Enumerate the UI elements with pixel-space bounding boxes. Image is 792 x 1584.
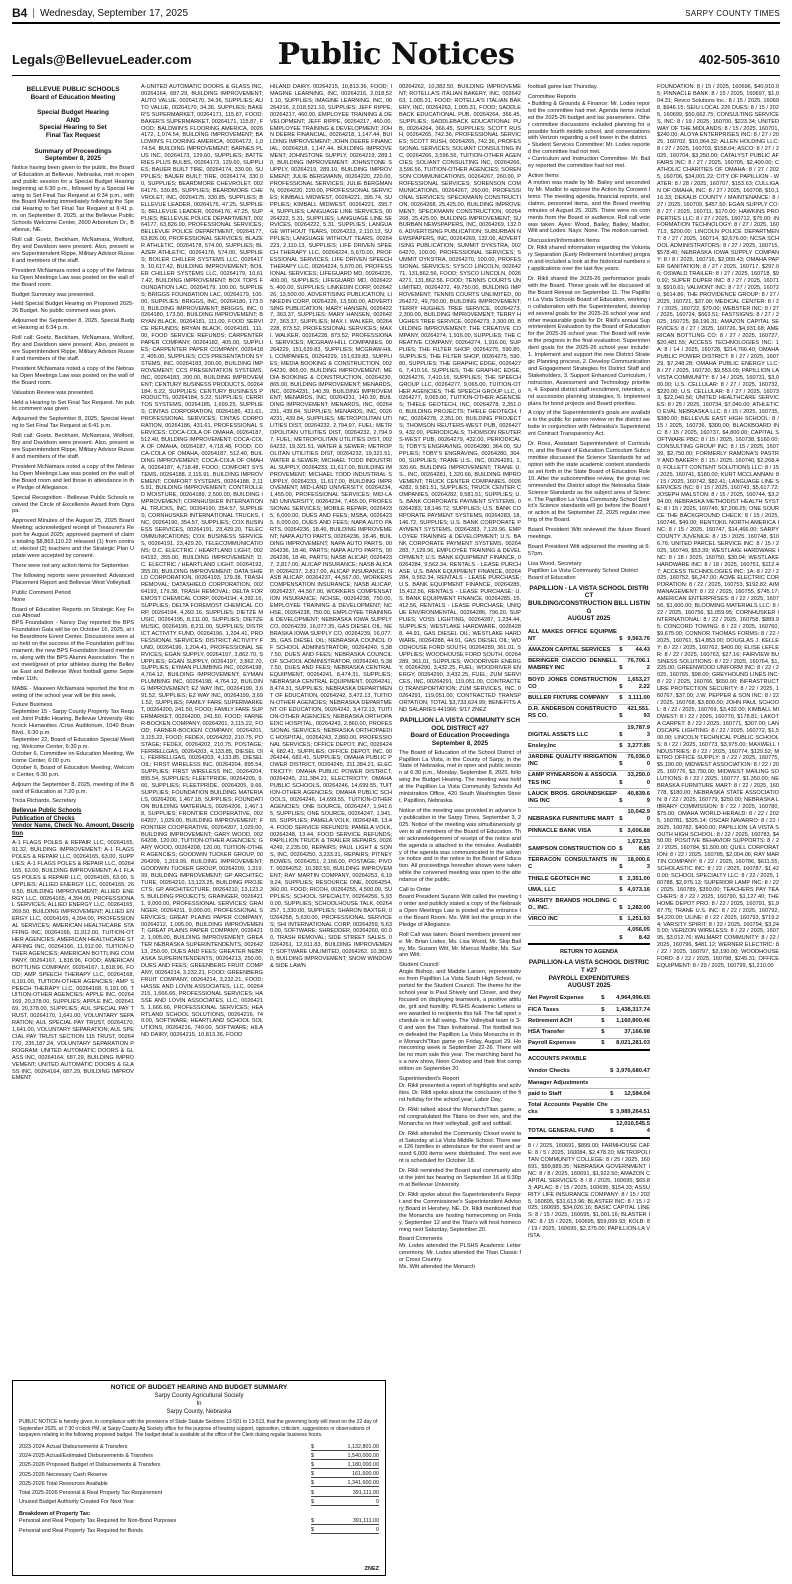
issue-date: Wednesday, September 17, 2025 <box>39 7 189 19</box>
bill-currency: $ <box>617 675 625 693</box>
notice-breakdown-heading: Breakdown of Property Tax: <box>19 1510 91 1517</box>
plv-proceedings-paragraph: Action Items A motion was made by Mr. Bailey and seconded by Mr. Madlor to approve the Action by Consent Items: The meeting agenda, financial reports, and claims, personnel items, and the Board meeting minutes of August 25, 2025. There were no comments from the Board or audience. Roll call vote was taken. Ayes: Wood, Bailey, Bailey, Madlor, Witt and Lodes. Nays: None. The motion carried. <box>528 173 650 235</box>
ap-amount <box>616 1078 650 1089</box>
bill-amount: 76,706.12 <box>625 656 650 674</box>
legals-phone: 402-505-3610 <box>699 52 780 67</box>
bill-name: BOYD JONES CONSTRUCTION CO <box>528 675 617 693</box>
bill-currency: $ <box>617 874 625 885</box>
notice-budget-amount: 1,341,600.00 <box>347 1480 379 1487</box>
bill-amount: 1,672,538.85 <box>625 837 650 855</box>
payroll-heading: PAPILLION-LA VISTA SCHOOL DISTRICT #27 PAYROLL EXPENDITURES AUGUST 2025 <box>528 959 650 990</box>
column-5 <box>528 84 650 1578</box>
notice-breakdown-label: Personal and Real Property Tax Required for Bonds <box>19 1527 143 1534</box>
payroll-row <box>528 1016 650 1027</box>
bps-minutes-paragraph: Adjourn the September 8, 2025, meeting of the Board of Education at 7:20 p.m. <box>12 781 134 795</box>
ap-row <box>528 1089 650 1100</box>
bill-row <box>528 789 650 807</box>
bill-row <box>528 826 650 837</box>
notice-budget-label: Unused Budget Authority Created For Next Year <box>19 1499 134 1506</box>
bill-currency: $ <box>617 741 625 752</box>
bill-currency: $ <box>617 807 625 825</box>
payroll-row <box>528 1005 650 1016</box>
bill-currency: $ <box>617 826 625 837</box>
ap-currency: $ <box>608 1067 616 1078</box>
bill-listing-table <box>528 627 650 945</box>
ap-heading: ACCOUNTS PAYABLE <box>528 1055 587 1062</box>
notice-breakdown-currency: $ <box>311 1527 314 1534</box>
bps-minutes-paragraph: Adjourned the September 8, 2025, Special Hearing to Set Final Tax Request at 6:41 p.m. <box>12 416 134 430</box>
payroll-amount: 4,964,996.65 <box>607 994 650 1005</box>
bill-currency: $ <box>617 837 625 855</box>
bps-minutes-paragraph: Held a Hearing to Set Final Tax Request. No public comment was given. <box>12 399 134 413</box>
bill-amount: 4,073.16 <box>625 885 650 896</box>
plv-proceedings-heading: PAPILLION LA VISTA COMMUNITY SCHOOL DISTRICT #27 Board of Education Proceedings September 8, 2025 <box>400 716 520 747</box>
bill-name: VIRCO INC <box>528 914 617 925</box>
bill-amount: 421,551.93 <box>625 704 650 722</box>
notice-budget-amount: 1,132,801.00 <box>347 1443 379 1450</box>
column-3 <box>270 84 392 1578</box>
notice-budget-label: 2024-2025 Actual/Estimated Disbursements & Transfers <box>19 1453 153 1460</box>
notice-budget-label: 2023-2024 Actual Disbursements & Transfers <box>19 1444 128 1451</box>
notice-breakdown-row <box>19 1526 379 1535</box>
bill-name: JARDINE QUALITY IRRIGATION INC <box>528 752 617 770</box>
bill-row <box>528 752 650 770</box>
general-fund-currency: $ <box>608 1119 616 1138</box>
bps-minutes-paragraph: Roll call: Goetz, Beckham, McNamara, Wolford, Bry and Davidson were present. Also, present were Superintendent Rippe, Military Advisor Russell and members of the staff. <box>12 237 134 264</box>
folio-separator: | <box>32 7 35 19</box>
notice-breakdown-label: Personal and Real Property Tax Required for Non-Bond Purposes <box>19 1518 177 1525</box>
notice-budget-rows <box>19 1443 379 1507</box>
bill-name: ALL MAKES OFFICE EQUIPMENT <box>528 627 617 645</box>
plv-proceedings-paragraph: A copy of the Superintendent's goals are available to the public for patron review on the district website in conjunction with Nebraska's Superintendent Contract Transparency Act. <box>528 410 650 438</box>
bill-currency: $ <box>617 693 625 704</box>
notice-budget-amount: 1,540,000.00 <box>347 1452 379 1459</box>
ap-total-label: Total Accounts Payable Checks <box>528 1100 608 1119</box>
bill-amount: 9,563.76 <box>625 627 650 645</box>
bps-minutes-paragraph: Notice having been given to the public, the Board of Education at Bellevue, Nebraska, met in open and public session for a Special Budget Hearing beginning at 6:30 p.m., followed by a Special Hearing to Set Final Tax Request at 6:34 p.m., with the Board Meeting immediately following the Special Hearing to Set Final Tax Request at 6:41 p.m. on September 8, 2025, at the Bellevue Public Schools Welcome Center, 2600 Arboretum Dr., Bellevue, NE. <box>12 164 134 234</box>
bill-amount: 1,251.93 <box>625 914 650 925</box>
column-2 <box>141 84 263 1578</box>
folio-bar <box>12 4 780 24</box>
notice-budget-row <box>19 1443 379 1452</box>
plv-proceedings-body <box>399 750 521 1271</box>
plv-proceedings-paragraph: Board President Witt reviewed the future Board meetings. <box>528 527 650 541</box>
general-fund-label: TOTAL GENERAL FUND <box>528 1119 608 1138</box>
bill-name: D.R. ANDERSON CONSTRUCTORS CO. <box>528 704 617 722</box>
plv-proceedings-paragraph: Dr. Rikli attended the Community Closet event last Saturday at La Vista Middle School. There were 126 families in attendance for the event and around 6,000 items were distributed. The next event is scheduled for October 18. <box>399 1130 521 1165</box>
bill-currency: $ <box>617 723 625 741</box>
bill-row <box>528 896 650 914</box>
plv-proceedings-paragraph: Call to Order Board President Suzann Witt called the meeting to order and publicly stated a copy of the Nebraska Open Meetings Law is posted at the entrance to the Board Room. Ms. Witt led the group in the Pledge of Allegiance. <box>399 887 521 928</box>
notice-budget-label: 2025-2026 Necessary Cash Reserve <box>19 1471 108 1478</box>
bill-name: LAMP RYNEARSON & ASSOCIATES INC <box>528 770 617 788</box>
notice-entity: Sarpy County Agricultural Society <box>154 1393 244 1399</box>
bill-name: BULLER FIXTURE COMPANY <box>528 693 617 704</box>
notice-budget-row <box>19 1488 379 1497</box>
notice-budget-row <box>19 1479 379 1488</box>
payroll-name: HSA Transfer <box>528 1027 599 1038</box>
column-6 <box>657 84 779 1578</box>
bps-minutes-paragraph: President McNamara noted a copy of the Nebraska Open Meetings Law was posted on the wall of the Board room and led those in attendance in the Pledge of Allegiance. <box>12 463 134 491</box>
general-fund-total-row <box>528 1119 650 1138</box>
bill-amount: 18,000.63 <box>625 855 650 873</box>
plv-proceedings-paragraph: Dr. Ross, Assistant Superintendent of Curriculum, and the Board of Education Curriculum Subcommittee discussed the Science Standards for adoption with the state academic content standards as set forth in the State Board of Education Rule 10. After the subcommittee review, the group recommended the District adopt the Nebraska State Science Standards as the subject area of Science. The Papillion La Vista Community School District's Science standards will go before the Board for action at the September 22, 2025 regular meeting of the Board. <box>528 441 650 524</box>
payroll-name: Net Payroll Expense <box>528 994 599 1005</box>
bps-minutes-paragraph: President McNamara noted a copy of the Nebraska Open Meetings Law was posted on the wall of the Board room. <box>12 365 134 386</box>
bill-currency: $ <box>617 885 625 896</box>
bill-row <box>528 656 650 674</box>
bill-row <box>528 837 650 855</box>
notice-budget-amount: 1,180,000.00 <box>347 1461 379 1468</box>
plv-proceedings-paragraph: Roll Call was taken. Board members present were: Mr. Brian Lodes, Ms. Lisa Wood, Mr. Skip Bailey, Ms. Suzann Witt, Mr. Marcus Madlor, Ms. Suzann Witt. <box>399 931 521 959</box>
general-fund-total: 12,010,545.54 <box>616 1119 650 1138</box>
notice-budget-currency: $ <box>311 1471 314 1478</box>
bill-row <box>528 770 650 788</box>
bps-minutes-paragraph: Valuation Review was presented. <box>12 389 95 396</box>
payroll-total: 8,021,281.03 <box>607 1038 650 1050</box>
bill-listing-heading: PAPILLION - LA VISTA SCHOOL DISTRICT BUILDING/CONSTRUCTION BILL LISTING AUGUST 2025 <box>528 584 650 623</box>
vendor-list: 8 / / 2025, 160691, $899.00; FARMHOUSE CAFE: 8 / 5 / 2025, 160084, $2,478.20; METROPOLITAN COMMUNITY COLLEGE: 8 / 25 / 2025, 160691, $99,889.35; NEBRASKA GOVERNMENT INC: 8 / 8 / 2025, 160691, $1,922.50; AMAZON CAPITAL SERVICES: 8 / 8 / 2025, 160695, $65.83; APLAC: 8 / 15 / 2025, 160695, $154.33; ASSURITY LIFE INSURANCE COMPANY: 8 / 15 / 2025, 160695, $31,613.96; BLASTER INC: 8 / 15 / 2025, 160695, $34,026.16; BASIC CAPITAL LINES: 8 / 15 / 2025, 160695, $1,001.16; BLASTER INC: 8 / 15 / 2025, 160695, $59,099.93; KOLB: 8 / 19 / 2025, 160695, $2,375.00; PAPILLION-LA VISTA <box>528 1143 650 1240</box>
bps-claims-heading: Bellevue Public Schools Publication of Checks Vendor Name, Check No. Amount, Description <box>12 808 134 837</box>
ap-row <box>528 1078 650 1089</box>
notice-body: PUBLIC NOTICE is hereby given, in compliance with the provisions of State Statute Sections 13-501 to 13-513, that the governing body will meet on the 22 day of September 2025, at 7:30 o'clock PM, at Sarpy County Ag Society office for the purpose of hearing support, opposition, criticism, suggestions or observations of taxpayers relating to the following proposed budget. The budget detail is available at the office of the Clerk during regular business hours. <box>19 1419 378 1438</box>
bill-amount: 33,250.00 <box>625 770 650 788</box>
ap-name: paid to Staff <box>528 1089 608 1100</box>
payroll-currency: $ <box>599 994 607 1005</box>
plv-proceedings-paragraph: Dr. Rikli talked about the Monarch/Titan game, and congratulated the Titans on their win, and the Monarchs on their volleyball, golf and softball. <box>399 1106 521 1127</box>
notice-budget-currency: $ <box>311 1480 314 1487</box>
plv-proceedings-paragraph: Notice of the meeting was provided in advance by publication in the Sarpy Times, September 3, 2025. Notice of the meeting was simultaneously given to all members of the Board of Education. Their acknowledgement of receipt of the notice and the agenda is attached to the minutes. Availability of the agenda was communicated in the advance notice and in the notice to the Board of Education. All proceedings hereafter shown were taken while the convened meeting was open to the attendance of the public. <box>399 808 521 884</box>
notice-budget-label: Total 2025-2026 Personal & Real Property Tax Requirement <box>19 1490 163 1497</box>
notice-budget-row <box>19 1470 379 1479</box>
bill-currency: $ <box>617 855 625 873</box>
budget-hearing-notice <box>12 1380 386 1576</box>
notice-budget-amount: 0 <box>376 1498 379 1505</box>
bill-row <box>528 704 650 722</box>
notice-budget-label: 2025-2026 Proposed Budget of Disbursements & Transfers <box>19 1462 161 1469</box>
ap-amount: 12,584.04 <box>616 1089 650 1100</box>
payroll-table <box>528 994 650 1051</box>
bill-name: TERRACON CONSULTANTS INC <box>528 855 617 873</box>
bps-minutes-paragraph: President McNamara noted a copy of the Nebraska Open Meetings Law was posted on the wall of the Board room. <box>12 267 134 288</box>
notice-in: In <box>196 1401 202 1407</box>
notice-budget-currency: $ <box>311 1443 314 1450</box>
ap-row <box>528 1067 650 1078</box>
plv-proceedings-paragraph: Lisa Wood, Secretary Papillion La Vista Community School District Board of Education <box>528 560 638 581</box>
plv-proceedings-paragraph: Board Comments Mr. Lodes attended the PLSHS Academic Letter ceremony. Mr. Lodes attended the Titan Classic for Cross Country. Ms. Witt attended the Monarch <box>399 1236 521 1271</box>
bps-minutes-paragraph: MABE - Maureen McNamara reported the first meeting of the school year will be this week. <box>12 685 134 699</box>
bill-name: VARSITY BRANDS HOLDING CO., INC. <box>528 896 617 914</box>
plv-proceedings-paragraph: Superintendent's Report Dr. Rikli presented a report of highlights and activities. Dr. Rikli spoke about the conclusion of the first holiday for the school year, Labor Day. <box>399 1076 521 1103</box>
bill-currency: $ <box>617 752 625 770</box>
notice-budget-row <box>19 1498 379 1507</box>
bps-minutes-paragraph: There were not any action items for September. <box>12 562 130 569</box>
payroll-row <box>528 1027 650 1038</box>
bill-name: AMAZON CAPITAL SERVICES <box>528 645 617 656</box>
bill-name: NEBRASKA FURNITURE MART <box>528 807 617 825</box>
bps-minutes-paragraph: Roll call: Goetz, Beckham, McNamara, Wolford, Bry and Davidson were present. Also, present were Superintendent Rippe, Military Advisor Russell and members of the staff. <box>12 335 134 362</box>
notice-breakdown-amount: 391,111.00 <box>352 1517 379 1524</box>
bps-claims-list: A-1 FLAGS POLES & REPAIR LLC, 00264165, 91.32, BUILDING IMPROVEMENT; A-1 FLAGS POLES & REPAIR LLC, 00264165, 63.00, SUPPLIES; A-1 FLAGS POLES & REPAIR LLC, 00264165, 63.00, BUILDING IMPROVEMENT; A-1 FLAGS POLES & REPAIR LLC, 00264165, 63.00, SUPPLIES; ALLIED ENERGY LLC, 00264165, 269.50, BUILDING IMPROVEMENT; ALLIED ENERGY LLC, 00264165, 4,394.00, PROFESSIONAL SERVICES; ALLIED ENERGY LLC, 00264165, 269.50, BUILDING IMPROVEMENT; ALLIED ENERGY LLC, 00264165, 4,394.00, PROFESSIONAL SERVICES; AMERICAN HEALTHCARE STAFFING INC, 00264166, 11,912.00, TUITION-OTHER AGENCIES; AMERICAN HEALTHCARE STAFFING INC, 00264166, 11,912.00, TUITION-OTHER AGENCIES; AMERICAN BOTTLING COMPANY, 00264167, 1,818.96, FOOD; AMERICAN BOTTLING COMPANY, 00264167, 1,818.96, FOOD; AMP SPEECH THERAPY LLC, 00264168, 6,191.00, TUITION-OTHER AGENCIES; AMP SPEECH THERAPY LLC, 00264168, 6,191.00, TUITION-OTHER AGENCIES; APPLE INC, 00264169, 20,378.00, SUPPLIES; APPLE INC, 00264169, 20,378.00, SUPPLIES; AUL SPECIAL PAY TRUST, 00264170, 1,641.00, VOLUNTARY SEPARATION; AUL SPECIAL PAY TRUST, 00264170, 1,641.00, VOLUNTARY SEPARATION; AUL SPECIAL PAY TRUST SECTION 115 TRUST, 00264170, 235,187.24, VOLUNTARY SEPARATION PROGRAM; UNITED AUTOMATIC DOORS & GLASS INC, 00264164, 687.29, BUILDING IMPROVEMENT; UNITED AUTOMATIC DOORS & GLASS INC, 00264164, 687.29, BUILDING IMPROVEMENT <box>12 840 134 1082</box>
ap-name: Vendor Checks <box>528 1067 608 1078</box>
ap-currency: $ <box>608 1089 616 1100</box>
plv-proceedings-paragraph: Dr. Rikli spoke about the Superintendent's Report and the Commissioner's Superintendent Advisory Board in Hershey, NE. Dr. Rikli mentioned that the Monarchs are hosting homecoming on Friday, September 12 and the Titan's will host homecoming next Saturday, September 20. <box>399 1191 521 1233</box>
bill-name: LAUCK BROS. GROUNDSKEEPING INC <box>528 789 617 807</box>
bps-minutes-paragraph: Held Special Budget Hearing on Proposed 2025-26 Budget. No public comment was given. <box>12 301 134 315</box>
bill-amount: 3,277.85 <box>625 741 650 752</box>
ap-name: Manager Adjustments <box>528 1078 608 1089</box>
legals-email: Legals@BellevueLeader.com <box>12 52 192 67</box>
notice-breakdown-rows <box>19 1517 379 1535</box>
bill-row <box>528 675 650 693</box>
bill-total-label <box>528 925 617 944</box>
bps-notice-heading: BELLEVUE PUBLIC SCHOOLS Board of Education Meeting Special Budget Hearing AND Special Hearing to Set Final Tax Request Summary of Proceedings September 8, 2025 <box>26 86 120 163</box>
plv-proceedings-paragraph: football game last Thursday. <box>528 84 598 90</box>
bill-name: BERINGER CIACCIO DENNELL MABREY INC <box>528 656 617 674</box>
notice-columns <box>12 84 781 1578</box>
bill-currency: $ <box>617 925 625 944</box>
payroll-currency: $ <box>599 1005 607 1016</box>
bill-amount: 44.43 <box>625 645 650 656</box>
bill-row <box>528 741 650 752</box>
bps-minutes-paragraph: Tricia Richards, Secretary <box>12 798 77 805</box>
notice-budget-label: 2025-2026 Total Resources Available <box>19 1480 108 1487</box>
plv-proceedings-paragraph: Student Council Angie Bishop, and Maddie Larsen, representatives from Papillion La Vista South High School, reported for the Student Council. The theme for the school year is Paul Shively and Clover, and they focused on displaying teamwork, a positive attitude, grit and humility. PLSHS Academic Letters were awarded to recipients this fall. The fall sport schedule is in full swing. The Volleyball team is 3-0 and won the Titan Invitational. The football team defeated the Papillion La Vista Monarchs in the Monarch/Titan game on Friday, August 29. Homecoming week is September 22-26. There will be no mum sale this year. The marching band has a new show, Neon Cowboy and their first competition on September 20. <box>399 962 521 1073</box>
bill-amount: 3,111.00 <box>625 693 650 704</box>
column-4 <box>399 84 521 1578</box>
plv-proceedings-paragraph: Board President Witt adjourned the meeting at 6:57pm. <box>528 544 650 557</box>
bill-amount: 1,653,272.22 <box>625 675 650 693</box>
ap-currency <box>608 1078 616 1089</box>
bill-row <box>528 885 650 896</box>
payroll-amount: 1,160,800.46 <box>607 1016 650 1027</box>
payroll-name: Retirement ACH <box>528 1016 599 1027</box>
payroll-total-row <box>528 1038 650 1050</box>
bill-currency: $ <box>617 627 625 645</box>
ap-total-row <box>528 1100 650 1119</box>
notice-breakdown-row <box>19 1517 379 1526</box>
bill-currency: $ <box>617 896 625 914</box>
notice-title: NOTICE OF BUDGET HEARING AND BUDGET SUMMARY <box>110 1384 288 1391</box>
bill-amount: 2,351.00 <box>625 874 650 885</box>
bps-minutes-paragraph: Adjourned the September 8, 2025, Special Budget Hearing at 6:34 p.m. <box>12 318 134 332</box>
bill-row <box>528 723 650 741</box>
notice-budget-row <box>19 1452 379 1461</box>
bill-currency: $ <box>617 704 625 722</box>
bill-name: DIGITAL ASSETS LLC <box>528 723 617 741</box>
bill-row <box>528 807 650 825</box>
notice-budget-row <box>19 1461 379 1470</box>
bps-minutes-paragraph: Future Business September 15 - Sarpy County Property Tax Request Joint Public Hearing, Bellevue University Hitchcock Humanities /Criss Auditorium, 1040 Bruin Blvd., 6:30 p.m. September 22, Board of Education Special Meeting, Welcome Center, 6:30 p.m. October 6, Committee on Education Meeting, Welcome Center, 6:00 p.m. October 6, Board of Education Meeting, Welcome Center, 6:30 p.m. <box>12 702 134 778</box>
payroll-amount: 37,166.98 <box>607 1027 650 1038</box>
bill-amount: 1,282.00 <box>625 896 650 914</box>
plv-proceedings-paragraph: Dr. Rikli shared the 2025-26 performance goals with the Board. These goals will be discussed at the Board Retreat on September 11. The Papillion La Vista Schools Board of Education, working in collaboration with the Superintendent, developed several goals for the 2025-26 school year and other measurable goals for Dr. Rikli's annual Superintendent Evaluation by the Board of Education for the 2025-26 school year. The Board will review the progress in the final evaluation. Superintendent goals for the 2025-26 school year include: 1. Implement and support the new District Strategic Planning process, 2. Develop Communication and Engagement Strategies for District Staff and Stakeholders, 3. Support Enhanced Curriculum, Instruction, Assessment and Technology priorities, 4. Expand district staff recruitment, retention, and succession planning strategies, 5. Implement plans for bond projects and Board priorities. <box>528 275 650 407</box>
bill-amount: 10,042.90 <box>625 807 650 825</box>
bill-currency: $ <box>617 656 625 674</box>
ap-total: 3,989,264.51 <box>616 1100 650 1119</box>
bill-name: UMA, LLC <box>528 885 617 896</box>
bps-minutes-paragraph: Roll call: Goetz, Beckham, McNamara, Wolford, Bry and Davidson were present. Also, present were Superintendent Rippe, Military Advisor Russell and members of the staff. <box>12 433 134 460</box>
bps-minutes-paragraph: The following reports were presented: Advanced Placement Report and Bellevue West Volleyball. <box>12 572 134 586</box>
bps-claims-continued-3: 00264262, 10,382.50, BUILDING IMPROVEMENT; ROTELLA'S ITALIAN BAKERY, INC, 00264263, 1,005.31, FOOD; ROTELLA'S ITALIAN BAKERY, INC, 00264263, 1,005.31, FOOD; SADDLEBACK EDUCATIONAL PUB, 00264264, 366.45, SUPPLIES; SADDLEBACK EDUCATIONAL PUB, 00264264, 366.45, SUPPLIES; SCOTT RUSH, 00264265, 742.36, PROFESSIONAL SERVICES; SCOTT RUSH, 00264265, 742.36, PROFESSIONAL SERVICES; SOLIANT CONSULTING INC, 00264266, 3,596.56, TUITION-OTHER AGENCIES; SOLIANT CONSULTING INC, 00264266, 3,596.56, TUITION-OTHER AGENCIES; SORENSON COMMUNICATIONS, 00264267, 260.00, PROFESSIONAL SERVICES; SORENSON COMMUNICATIONS, 00264267, 260.00, PROFESSIONAL SERVICES; SPECKMANN CONSTRUCTION, 00264268, 25,425.00, BUILDING IMPROVEMENT; SPECKMANN CONSTRUCTION, 00264268, 25,425.00, BUILDING IMPROVEMENT; SUBURBAN NEWSPAPERS, INC, 00264269, 132.06, ADVERTISING PUBLICATION; SUBURBAN NEWSPAPERS, INC, 00264269, 132.06, ADVERTISING PUBLICATION; SUMMIT DYKSTRA, 00264270, 100.00, PROFESSIONAL SERVICES; SUMMIT DYKSTRA, 00264270, 100.00, PROFESSIONAL SERVICES; SYSCO LINCOLN, 00264271, 131,862.56, FOOD; SYSCO LINCOLN, 00264271, 131,862.56, FOOD; TENNIS COURTS UNLIMITED, 00264272, 49,750.00, BUILDING IMPROVEMENT; TENNIS COURTS UNLIMITED, 00264272, 49,750.00, BUILDING IMPROVEMENT; TERRY HUGHES TREE SERVICE, 00264273, 2,300.00, BUILDING IMPROVEMENT; TERRY HUGHES TREE SERVICE, 00264273, 2,300.00, BUILDING IMPROVEMENT; THE CREATIVE COMPANY, 00264274, 1,916.00, SUPPLIES; THE CREATIVE COMPANY, 00264274, 1,916.00, SUPPLIES; THE FILTER SHOP, 00264275, 590.80, SUPPLIES; THE FILTER SHOP, 00264275, 590.80, SUPPLIES; THE GRAPHIC EDGE, 00264276, 7,410.16, SUPPLIES; THE GRAPHIC EDGE, 00264276, 7,410.16, SUPPLIES; THE SPEECH GROUP LLC, 00264277, 9,065.00, TUITION-OTHER AGENCIES; THE SPEECH GROUP LLC, 00264277, 9,065.00, TUITION-OTHER AGENCIES; THIELE GEOTECH, INC, 00264278, 2,351.00, BUILDING PROJECTS; THIELE GEOTECH, INC, 00264278, 2,351.00, BUILDING PROJECTS; THOMSON REUTERS-WEST PUB, 00264279, 432.00, PERIODICALS; THOMSON REUTERS-WEST PUB, 00264279, 432.00, PERIODICALS; TOBY'S ENGRAVING, 00264280, 364.00, SUPPLIES; TOBY'S ENGRAVING, 00264280, 364.00, SUPPLIES; TRANE U.S., INC, 00264281, 1,320.66, BUILDING IMPROVEMENT; TRANE U.S., INC, 00264281, 1,320.66, BUILDING IMPROVEMENT; TRUCK CENTER COMPANIES, 00264282, 9,581.51, SUPPLIES; TRUCK CENTER COMPANIES, 00264282, 9,581.51, SUPPLIES; U.S. BANK CORPORATE PAYMENT SYSTEMS, 00264283, 18,146.72, SUPPLIES; U.S. BANK CORPORATE PAYMENT SYSTEMS, 00264283, 18,146.72, SUPPLIES; U.S. BANK CORPORATE PAYMENT SYSTEMS, 00264283, 7,129.96, EMPLOYEE TRAINING & DEVELOPMENT; U.S. BANK CORPORATE PAYMENT SYSTEMS, 00264283, 7,129.96, EMPLOYEE TRAINING & DEVELOPMENT; U.S. BANK EQUIPMENT FINANCE, 00264284, 9,562.34, RENTALS - LEASE PURCHASE; U.S. BANK EQUIPMENT FINANCE, 00264284, 9,562.34, RENTALS - LEASE PURCHASE; U.S. BANK EQUIPMENT FINANCE, 00264285, 15,412.56, RENTALS - LEASE PURCHASE; U.S. BANK EQUIPMENT FINANCE, 00264285, 15,412.56, RENTALS - LEASE PURCHASE; UNIQUE ENVIRONMENTAL, 00264286, 796.20, SUPPLIES; VOSS LIGHTING, 00264287, 1,234.44, SUPPLIES; WESTLAKE HARDWARE, 00264288, 44.91, GAS DIESEL OIL; WESTLAKE HARDWARE, 00264288, 44.91, GAS DIESEL OIL; WOODHOUSE FORD SOUTH, 00264289, 361.01, SUPPLIES; WOODHOUSE FORD SOUTH, 00264289, 361.01, SUPPLIES; WOODRIVER ENERGY, 00264290, 3,432.25, FUEL; WOODRIVER ENERGY, 00264290, 3,432.25, FUEL; ZUM SERVICES, INC, 00264291, 119,051.00, CONTRACTED TRANSPORTATION; ZUM SERVICES, INC, 00264291, 119,051.00, CONTRACTED TRANSPORTATION; TOTAL $3,733,624.99; BENEFITS AND SALARIES 441966: 9/17 ZNEZ <box>399 84 521 713</box>
bps-minutes-paragraph: Approved Minutes of the August 25, 2025 Board Meeting; acknowledged receipt of Treasurer's Report for August 2025; approved payment of claims totaling $8,863,110.22 released (1) from contract; elected (2) teachers and the Strategic Plan Update were accepted by consent. <box>12 518 134 559</box>
bps-minutes-paragraph: Special Recognition - Bellevue Public Schools received the Circle of Excellence Award from Ograpa. <box>12 494 134 515</box>
bps-minutes-body <box>12 165 134 806</box>
return-to-agenda-1: RETURN TO AGENDA <box>559 949 619 956</box>
page-number: B4 <box>12 6 28 20</box>
bill-name: Ensley,Inc <box>528 741 617 752</box>
payroll-row <box>528 994 650 1005</box>
bps-minutes-paragraph: Public Comment Period None <box>12 589 71 603</box>
payroll-amount: 1,438,317.74 <box>607 1005 650 1016</box>
bill-currency: $ <box>617 770 625 788</box>
notice-budget-currency: $ <box>311 1498 314 1505</box>
plv-proceedings-continued <box>528 84 650 582</box>
plv-proceedings-paragraph: Discussion/Information Items Dr. Rikli shared information regarding the Voluntary Separation (Early Retirement Incentive) program and included a look at the historical numbers of applications over the last five years. <box>528 238 650 273</box>
vendor-list-continued: FOUNDATION: 8 / 15 / 2025, 160696, $40,910.05; PINNACLE BANK: 8 / 15 / 2025, 160697, $1,004.31; Revco Solutions Inc.: 8 / 15 / 2025, 160698, $946.15; SEIU LOCAL 226 DUES: 8 / 15 / 2025, 160699, $50,662.75; CONSULTING SERVICES, INC: 8 / 19 / 2025, 160700, $223.34; UNITED WAY OF THE MIDLANDS: 8 / 15 / 2025, 160701, $240.00; ALOYA ENTERPRISES INC: 8 / 27 / 2025, 160702, $10,964.32; ALLEN HOLDING LLC: 8 / 27 / 2025, 160703, $158.04; ASCO: 8 / 27 / 2025, 160704, $3,250.00; CATALYST PUBLIC AFFAIRS INC: 8 / 27 / 2025, 160705, $2,400.00; CATHOLIC CHARITIES OF OMAHA: 8 / 27 / 2025, 160706, $34,001.22; CITY OF PAPILLION - WATER: 8 / 28 / 2025, 160707, $153.63; CULLIGAN OF OMAHA, INC: 8 / 27 / 2025, 160708, $10,116.33; DEKALB COUNTY / MAINTENANCE: 8 / 27 / 2025, 160709, $457.50; EGAN SUPPLY CO: 8 / 27 / 2025, 160711, $170.00; HAWKINS PROPERTIES LLC: 8 / 27 / 2025, 160712, $75.00; INFORMATION TECHNOLOGY: 8 / 27 / 2025, 160713, $200.00; LINCOLN POLICE DEPARTMENT: 8 / 27 / 2025, 160714, $2,676.00; NCSA SCHOOL ADMINISTRATORS: 8 / 27 / 2025, 160715, $578.40; NEBRASKA IOWA SUPPLY COMPANY: 8 / 8 / 2025, 160716, $2,009.43; OMAHA PAPER SANITATION: 8 / 27 / 2025, 160717, $297.06; OSWALD TRAILER: 8 / 27 / 2025, 160718, $90.92; SUPER DUPER INC: 8 / 27 / 2025, 160719, $910.61; VALMONT INC: 8 / 27 / 2025, 160720, $614.86; THE PROVIDENCE GROUP: 8 / 27 / 2025, 160721, $37.00; MEDICAL CENTER: 8 / 27 / 2025, 160722, $70.00; WEBSTER INC: 8 / 27 / 2025, 160724, $663.51; FASTSIGNS: 8 / 27 / 2025, 160725, $9,196.31; AMAZON CAPITAL SERVICES: 8 / 27 / 2025, 160726, $4,931.68; AMERICAN BOTTLING CO: 8 / 27 / 2025, 160727, $20,481.55; ACCESS TECHNOLOGIES INC: 1A: 8 / 14 / 2025, 160728, $214,766.40; OMAHA PUBLIC POWER DISTRICT: 8 / 27 / 2025, 160729, $7,248.28; OMAHA PUBLIC ENERGY LLC: 8 / 27 / 2025, 160730, $9,553.09; PAPILLION LA VISTA COMMUNITY: 8 / 14 / 2025, 160731, $3,000.00; U.S. CELLULAR: 8 / 27 / 2025, 160732, $220.00; U.S. CELLULAR: 8 / 27 / 2025, 160733, $22,040.56; UNITED HEALTHCARE SERVICES: 8 / 25 / 2025, 160734, $7,040.00; ATHLETICO EVAL NEBRASKA LLC: 8 / 15 / 2025, 160735, $380.00; BELLEVUE EAST HIGH SCHOOL: 8 / 15 / 2025, 160736, $300.00; BLACKBOARD INC: 8 / 15 / 2025, 160737, $4,800.00; CAPITAL SOFTWARE PBC: 8 / 15 / 2025, 160738, $160.00; CONSULTING GROUP INC: 8 / 15 / 2025, 160739, $2,750.00; FORMERLY RAMONA'S PASTRY AND BAKERY: 8 / 15 / 2025, 160740, $2,268.40; FOLLETT CONTENT SOLUTIONS LLC: 8 / 15 / 2025, 160741, $180.00; KURT MCCLANNAN: 8 / 15 / 2025, 160742, $82.41; LANGUAGE LINE SERVICES INC: 8 / 15 / 2025, 160743, $5,617.72; JOSEPH MALSTON: 8 / 15 / 2025, 160744, $3,294.00; NEBRASKA METHODIST HEALTH SYSTE: 8 / 15 / 2025, 160745, $7,206.25; ONE SOURCE THE BACKGROUND CHECK: 8 / 15 / 2025, 160746, $49.00; RENTOKIL NORTH AMERICA INC: 8 / 15 / 2025, 160747, $14,466.00; SARPY COUNTY JUVENILE: 8 / 15 / 2025, 160748, $106.76; UNITED PARCEL SERVICE INC: 8 / 15 / 2025, 160749, $53.39; WESTLAKE HARDWARE INC: 8 / 18 / 2025, 160750, $30.04; WESTLAKE HARDWARE INC: 8 / 18 / 2025, 160751, $112.47; ACCESS TECHNOLOGIES INC: 1A: 8 / 22 / 2025, 160752, $6,247.00; ACME ELECTRIC CORPORATION: 8 / 22 / 2025, 160753, $192.82; AIM MANAGEMENT: 8 / 22 / 2025, 160755, $745.17; AMERICAN ENTERPRISES: 8 / 22 / 2025, 160756, $1,600.00; BLOOMING MATERIALS LLC: 8 / 22 / 2025, 160756, $1,059.95; CORNHUSKER INTERNATIONAL: 8 / 22 / 2025, 160758, $889.95; CONCORD TOWING: 8 / 22 / 2025, 160760, $9,675.00; CONNOR THOMAS FORMS: 8 / 22 / 2025, 160761, $14,853.00; DOUGLAS J. KELLEY: 8 / 22 / 2025, 160762, $400.00; ELISE LEFLER: 8 / 22 / 2025, 160763, $27.16; FAIRVIEW BUSINESS SOLUTIONS: 8 / 22 / 2025, 160764, $1,225.00; GREENWOOD UNIFORM INC: 8 / 22 / 2025, 160765, $98.00; GREYHOUND LINES INC: 8 / 22 / 2025, 160766, $650.00; INFRASTRUCTURE PROTECTION SECURITY: 8 / 22 / 2025, 160767, $37.00; J.W. PEPPER & SON INC: 8 / 22 / 2025, 160768, $3,800.00; JOHN PAUL SCHOOL: 8 / 22 / 2025, 160769, $3,432.00; KIMBALL MIDWEST: 8 / 22 / 2025, 160770, $178.81; LAKOTA CARPET: 8 / 22 / 2025, 160771, $307.00; LANDSCAPE LIGHTING: 8 / 22 / 2025, 160772, $1,500.00; LINCOLN TECHNICAL PUBLIC SCHOOLS: 8 / 22 / 2025, 160773, $3,975.00; MAXWELL INDUSTRIES: 8 / 22 / 2025, 160774, $129.52; METRO OFFICE SUPPLY: 8 / 22 / 2025, 160775, $5,190.00; MIDWEST ASSOCIATION: 8 / 22 / 2025, 160776, $3,750.00; MIDWEST MAILING SOLUTIONS: 8 / 22 / 2025, 160777, $1,350.00; NEBRASKA FURNITURE MART: 8 / 22 / 2025, 160778, $180.00; NEBRASKA STATE ASSOCIATION: 8 / 22 / 2025, 160779, $250.00; NEBRASKA LIBRARY COMMISSION: 8 / 22 / 2025, 160780, $75.00; OMAHA WORLD-HERALD: 8 / 22 / 2025, 160781, $325.14; OSCAR NAVARRO: 8 / 22 / 2025, 160782, $400.00; PAPILLION LA VISTA SOUTH HIGH SCHOOL: 8 / 22 / 2025, 160783, $450.00; POSITIVE BEHAVIOR SUPPORTS: 8 / 22 / 2025, 160784, $1,500.00; QUILL CORPORATION: 8 / 22 / 2025, 160785, $2,004.06; RAY MARTIN COMPANY: 8 / 22 / 2025, 160786, $611.55; SCHOLASTIC INC: 8 / 22 / 2025, 160787, $1,420.00; SCHOOL SPECIALTY LLC: 8 / 22 / 2025, 160788, $2,975.13; SUPERIOR LAMP INC: 8 / 22 / 2025, 160789, $350.00; TEACHERS PAY TEACHERS: 8 / 22 / 2025, 160790, $1,127.40; THE HOME DEPOT PRO: 8 / 22 / 2025, 160791, $1,987.75; TRANE U.S. INC: 8 / 22 / 2025, 160792, $4,220.00; ULINE: 8 / 22 / 2025, 160793, $719.24; VARSITY SPIRIT: 8 / 22 / 2025, 160794, $3,245.00; VERIZON WIRELESS: 8 / 22 / 2025, 160795, $3,012.76; WALMART COMMUNITY: 8 / 22 / 2025, 160796, $481.12; WERNER ELECTRIC: 8 / 22 / 2025, 160797, $2,190.00; WOODHOUSE FORD: 8 / 22 / 2025, 160798, $245.31; OFFICE EQUIPMENT: 8 / 29 / 2025, 160799, $1,210.00 <box>657 84 779 970</box>
masthead <box>12 26 780 76</box>
bill-row <box>528 693 650 704</box>
bill-currency: $ <box>617 914 625 925</box>
bill-currency: $ <box>617 645 625 656</box>
notice-budget-currency: $ <box>311 1489 314 1496</box>
bps-minutes-paragraph: Board of Education Reports on Strategic Key Focus Abroad BPS Foundation - Nancy Day reported the BPS Foundation Gala will be on October 16, 2025, at the Beardmore Event Center. Discussions were also held on the success of the Foundation golf tournament, the new BPS Foundation board members, along with the BPS Alumni Association. The next meet/greet of prior athletes during the Bellevue East and Bellevue West football game September 11th. <box>12 606 134 682</box>
section-name: SARPY COUNTY TIMES <box>685 8 780 18</box>
bill-amount: 19,787.93 <box>625 723 650 741</box>
plv-proceedings-paragraph: The Board of Education of the School District of Papillion La Vista, in the County of Sarpy, in the State of Nebraska, met in open and public session at 6:30 p.m., Monday, September 8, 2025, following the Budget Hearing. The meeting was held at the Papillion La Vista Community Schools Administration Office, 420 South Washington Street, Papillion, Nebraska. <box>399 749 521 805</box>
payroll-currency: $ <box>599 1038 607 1050</box>
bill-row <box>528 855 650 873</box>
notice-budget-amount: 161,600.00 <box>352 1471 379 1478</box>
notice-budget-currency: $ <box>311 1461 314 1468</box>
notice-ref: ZNEZ <box>364 1566 379 1572</box>
payroll-currency: $ <box>599 1027 607 1038</box>
notice-budget-amount: 391,111.00 <box>352 1489 379 1496</box>
bps-claims-continued: A-UNITED AUTOMATIC DOORS & GLASS INC, 00264164, 687.29, BUILDING IMPROVEMENT; AUTO VALUE, 00264170, 34.36, SUPPLIES; AUTO VALUE, 00264170, 34.36, SUPPLIES; BAKER'S SUPERMARKET, 00264171, 115.87, FOOD; BAKER'S SUPERMARKET, 00264171, 115.87, FOOD; BALDWIN'S FLOORING AMERICA, 00264172, 1,074.54, BUILDING IMPROVEMENT; BALDWIN'S FLOORING AMERICA, 00264172, 1,074.54, BUILDING IMPROVEMENT; BARNES PLUS INC, 00264173, 129.60, SUPPLIES; BATTERIES PLUS BULBS, 00264173, 129.60, SUPPLIES; BAUER BUILT TIRE, 00264174, 330.00, SUPPLIES; BAUER BUILT TIRE, 00264174, 330.00, SUPPLIES; BEARDMORE CHEVROLET, 00264175, 330.85, SUPPLIES; BEARDMORE CHEVROLET, INC, 00264175, 330.85, SUPPLIES; BELLEVUE LEADER, 00264176, 47.25, SUPPLIES; BELLEVUE LEADER, 00264176, 47.25, SUPPLIES; BELLEVUE POLICE DEPARTMENT, 00264177, 63,826.00, PROFESSIONAL SERVICES; BELLEVUE POLICE DEPARTMENT, 00264177, 63,826.00, PROFESSIONAL SERVICES; BLAZER ATHLETIC, 00264178, 574.00, SUPPLIES; BLAZER ATHLETIC, 00264178, 574.00, SUPPLIES; BOILER CHILLER SYSTEMS LLC, 00264179, 10,617.42, BUILDING IMPROVEMENT; BOILER CHILLER SYSTEMS LLC, 00264179, 10,617.42, BUILDING IMPROVEMENT; BOX TOPS FOUNDATION LAC, 00264179, 100.00, SUPPLIES; BRIGGS FOUNDATION LAC, 00264179, 100.00, SUPPLIES; BRIGGS, INC, 00264180, 173.50, BUILDING IMPROVEMENT; BRIGGS, INC, 00264180, 173.50, BUILDING IMPROVEMENT; BRYAN BLACK, 00264181, 111.00, FOOD SERVICE REFUNDS; BRYAN BLACK, 00264181, 111.00, FOOD SERVICE REFUNDS; CARPENTER PAPER COMPANY, 00264182, 405.00, SUPPLIES; CARPENTER PAPER COMPANY, 00264182, 405.00, SUPPLIES; CCS PRESENTATION SYSTEMS, INC, 00264183, 200.00, BUILDING IMPROVEMENT; CCS PRESENTATION SYSTEMS, INC, 00264183, 200.00, BUILDING IMPROVEMENT; CENTURY BUSINESS PRODUCTS, 00264184, 5.22, SUPPLIES; CENTURY BUSINESS PRODUCTS, 00264184, 5.22, SUPPLIES; CERRITOS SYSTEMS, 00264185, 1,699.25, SUPPLIES; CINTAS CORPORATION, 00264186, 431.61, PROFESSIONAL SERVICES; CINTAS CORPORATION, 00264186, 431.61, PROFESSIONAL SERVICES; COCA-COLA OF OMAHA, 00264187, 512.40, BUILDING IMPROVEMENT; COCA-COLA OF OMAHA, 00264187, 4,718.48, FOOD; COCA-COLA OF OMAHA, 00264187, 512.40, BUILDING IMPROVEMENT; COCA-COLA OF OMAHA, 00264187, 4,718.48, FOOD; COMFORT SYSTEMS, 00264188, 2,115.91, BUILDING IMPROVEMENT; COMFORT SYSTEMS, 00264188, 2,115.91, BUILDING IMPROVEMENT; CONTROLLED MOISTURE, 00264189, 2,500.00, BUILDING IMPROVEMENT; CORNHUSKER INTERNATIONAL TRUCKS, INC, 00264190, 354.57, SUPPLIES; CORNHUSKER INTERNATIONAL TRUCKS, INC, 00264190, 354.57, SUPPLIES; COX BUSINESS SERVICES, 00264191, 23,429.20, TELECOMMUNICATIONS; COX BUSINESS SERVICES, 00264191, 23,429.20, TELECOMMUNICATIONS; D.C. ELECTRIC / HEARTLAND LIGHT, 00264192, 355.00, BUILDING IMPROVEMENT; D.C. ELECTRIC / HEARTLAND LIGHT, 00264192, 355.00, BUILDING IMPROVEMENT; DATA SHIELD CORPORATION, 00264193, 179.38, TRASH REMOVAL; DATASHIELD CORPORATION, 00264193, 179.38, TRASH REMOVAL; DELTA FOREMOST CHEMICAL CORP, 00264194, 4,392.16, SUPPLIES; DELTA FOREMOST CHEMICAL CORP, 00264194, 4,392.16, SUPPLIES; DIETZE MUSIC, 00264195, 8,211.00, SUPPLIES; DIETZE MUSIC, 00264195, 8,211.00, SUPPLIES; DISTRICT ACTIVITY FUND, 00264196, 1,204.41, PROFESSIONAL SERVICES; DISTRICT ACTIVITY FUND, 00264196, 1,204.41, PROFESSIONAL SERVICES; EGAN SUPPLY, 00264197, 3,862.70, SUPPLIES; EGAN SUPPLY, 00264197, 3,862.70, SUPPLIES; EYMAN PLUMBING INC, 00264198, 4,764.12, BUILDING IMPROVEMENT; EYMAN PLUMBING INC, 00264198, 4,764.12, BUILDING IMPROVEMENT; EZ WAY INC, 00264199, 3,691.52, SUPPLIES; EZ WAY INC, 00264199, 3,691.52, SUPPLIES; FAMILY FARE SUPERMARKET, 00264200, 241.50, FOOD; FAMILY FARE SUPERMARKET, 00264200, 241.50, FOOD; FARNER-BOCKEN COMPANY, 00264201, 3,115.22, FOOD; FARNER-BOCKEN COMPANY, 00264201, 3,115.22, FOOD; FEDEX, 00264202, 210.75, POSTAGE; FEDEX, 00264202, 210.75, POSTAGE; FERRELLGAS, 00264203, 4,133.85, DIESEL OIL; FERRELLGAS, 00264203, 4,133.85, DIESEL OIL; FIRST WIRELESS INC, 00264204, 895.54, SUPPLIES; FIRST WIRELESS INC, 00264204, 895.54, SUPPLIES; FLEETPRIDE, 00264205, 9.66, SUPPLIES; FLEETPRIDE, 00264205, 9.66, SUPPLIES; FOUNDATION BUILDING MATERIALS, 00264206, 1,467.18, SUPPLIES; FOUNDATION BUILDING MATERIALS, 00264206, 1,467.18, SUPPLIES; FRONTIER COOPERATIVE, 00264207, 1,029.00, BUILDING IMPROVEMENT; FRONTIER COOPERATIVE, 00264207, 1,029.00, BUILDING IMPROVEMENT; GARY WOOD, 00264208, 120.00, TUITION-OTHER AGENCIES; GARY WOOD, 00264208, 120.00, TUITION-OTHER AGENCIES; GOODWIN TUCKER GROUP, 00264209, 1,319.99, BUILDING IMPROVEMENT; GOODWIN TUCKER GROUP, 00264209, 1,319.99, BUILDING IMPROVEMENT; GP ARCHITECTURE, 00264210, 13,123.25, BUILDING PROJECTS; GP ARCHITECTURE, 00264210, 13,123.25, BUILDING PROJECTS; GRAINGER, 00264211, 9,000.00, PROFESSIONAL SERVICES; GRAINGER, 00264211, 9,000.00, PROFESSIONAL SERVICES; GREAT PLAINS PAPER COMPANY, 00264212, 1,005.00, BUILDING IMPROVEMENT; GREAT PLAINS PAPER COMPANY, 00264212, 1,005.00, BUILDING IMPROVEMENT; GREATER NEBRASKA SUPERINTENDENTS, 00264213, 250.00, DUES AND FEES; GREATER NEBRASKA SUPERINTENDENTS, 00264213, 250.00, DUES AND FEES; GREENBERG FRUIT COMPANY, 00264214, 3,232.21, FOOD; GREENBERG FRUIT COMPANY, 00264214, 3,232.21, FOOD; HASSE AND LOVIN ASSOCIATES, LLC, 00264215, 1,666.66, PROFESSIONAL SERVICES; HASSE AND LOVIN ASSOCIATES, LLC, 00264215, 1,666.66, PROFESSIONAL SERVICES; HEARTLAND SCHOOL SOLUTIONS, 00264216, 749.00, SOFTWARE; HEARTLAND SCHOOL SOLUTIONS, 00264216, 749.00, SOFTWARE; HILAND DAIRY, 00264215, 10,813.36, FOOD <box>141 84 263 1039</box>
ap-amount: 3,976,680.47 <box>616 1067 650 1078</box>
bill-amount: 3,606.88 <box>625 826 650 837</box>
bill-name: SAMPSON CONSTRUCTION CO <box>528 837 617 855</box>
ap-table <box>528 1067 650 1139</box>
bill-amount: 76,036.00 <box>625 752 650 770</box>
notice-breakdown-currency: $ <box>311 1517 314 1524</box>
bill-name: THIELE GEOTECH INC <box>528 874 617 885</box>
ap-currency: $ <box>608 1100 616 1119</box>
bill-row <box>528 627 650 645</box>
page-title: Public Notices <box>277 37 515 72</box>
bill-currency: $ <box>617 789 625 807</box>
column-1 <box>12 84 134 1578</box>
notice-budget-currency: $ <box>311 1452 314 1459</box>
plv-proceedings-paragraph: Committee Reports • Building & Grounds & Finance: Mr. Lodes reported the committee had met. Agenda items included the 2025-26 budget and tax parameters. Other committee discussions included planning for a possible fourth middle school, and conversations with Verizon regarding a cell tower in the district. • Student Services Committee: Mr. Lodes reported the committee had not met. • Curriculum and Instruction Committee: Mr. Bailey reported the committee had not met. <box>528 93 650 170</box>
bps-minutes-paragraph: Budget Summary was presented. <box>12 291 95 298</box>
bill-row <box>528 874 650 885</box>
bill-row <box>528 914 650 925</box>
payroll-total-label: Payroll Expenses <box>528 1038 599 1050</box>
notice-breakdown-amount: 0 <box>376 1527 379 1534</box>
bill-total-row <box>528 925 650 944</box>
bill-total: 4,056,058.42 <box>625 925 650 944</box>
notice-county: Sarpy County, Nebraska <box>166 1409 232 1415</box>
bill-row <box>528 645 650 656</box>
bill-name: PINNACLE BANK VISA <box>528 826 617 837</box>
plv-proceedings-paragraph: Dr. Rikli reminded the Board and community about the joint tax hearing on September 16 at 6:30pm at Bellevue University. <box>399 1168 521 1189</box>
payroll-name: FICA Taxes <box>528 1005 599 1016</box>
bill-amount: 40,839.69 <box>625 789 650 807</box>
payroll-currency: $ <box>599 1016 607 1027</box>
bps-claims-continued-2: HILAND DAIRY, 00264215, 10,813.36, FOOD; IMAGINE LEARNING, INC, 00264216, 2,018,521.10, SUPPLIES; IMAGINE LEARNING, INC, 00264216, 2,018,521.10, SUPPLIES; JEFF RIPPE, 00264217, 460.00, EMPLOYEE TRAINING & DEVELOPMENT; JEFF RIPPE, 00264217, 460.00, EMPLOYEE TRAINING & DEVELOPMENT; JOHN DEERE FINANCIAL, 00264218, 1,147.44, BUILDING IMPROVEMENT; JOHN DEERE FINANCIAL, 00264218, 1,147.44, BUILDING IMPROVEMENT; JOHNSTONE SUPPLY, 00264219, 289.10, BUILDING IMPROVEMENT; JOHNSTONE SUPPLY, 00264219, 289.10, BUILDING IMPROVEMENT; JULIE BERGMANN, 00264220, 220.00, PROFESSIONAL SERVICES; JULIE BERGMANN, 00264220, 220.00, PROFESSIONAL SERVICES; KIMBALL MIDWEST, 00264221, 395.74, SUPPLIES; KIMBALL MIDWEST, 00264221, 395.74, SUPPLIES; LANGUAGE LINE SERVICES, 00264222, 5.31, SUPPLIES; LANGUAGE LINE SERVICES, 00264222, 5.31, SUPPLIES; LANGUAGE WITHOUT TEARS, 00264223, 2,110.13, SUPPLIES; LANGUAGE WITHOUT TEARS, 00264223, 2,110.13, SUPPLIES; LIFE DRIVEN SPEECH THERAPY LLC, 00264224, 5,670.00, PROFESSIONAL SERVICES; LIFE DRIVEN SPEECH THERAPY LLC, 00264224, 5,670.00, PROFESSIONAL SERVICES; LIFEGUARD MD, 00264225, 400.00, SUPPLIES; LIFEGUARD MD, 00264225, 400.00, SUPPLIES; LINKEDIN CORP, 00264226, 13,500.00, ADVERTISING PUBLICATION; LINKEDIN CORP, 00264226, 13,500.00, ADVERTISING PUBLICATION; MARY HANSEN, 00264227, 363.37, SUPPLIES; MARY HANSEN, 00264227, 363.37, SUPPLIES; MAX I. WALKER, 00264228, 873.52, PROFESSIONAL SERVICES; MAX I. WALKER, 00264228, 873.52, PROFESSIONAL SERVICES; MCGRAW-HILL COMPANIES, 00264229, 151,639.83, SUPPLIES; MCGRAW-HILL COMPANIES, 00264229, 151,639.83, SUPPLIES; MEDIA BOOKING & CONSTRUCTION, 00264230, 865.00, BUILDING IMPROVEMENT; MEDIA BOOKING & CONSTRUCTION, 00264230, 865.00, BUILDING IMPROVEMENT; MENARDS, INC, 00264231, 140.39, BUILDING IMPROVEMENT; MENARDS, INC, 00264231, 140.39, BUILDING IMPROVEMENT; MENARDS, INC, 00264231, 439.84, SUPPLIES; MENARDS, INC, 00264231, 439.84, SUPPLIES; METROPOLITAN UTILITIES DIST, 00264232, 2,794.97, FUEL; METROPOLITAN UTILITIES DIST, 00264232, 2,794.97, FUEL; METROPOLITAN UTILITIES DIST, 00264232, 19,321.51, WATER & SEWER; METROPOLITAN UTILITIES DIST, 00264232, 19,321.51, WATER & SEWER; MICHAEL TODD INDUSTRIAL SUPPLY, 00264233, 11,617.00, BUILDING IMPROVEMENT; MICHAEL TODD INDUSTRIAL SUPPLY, 00264233, 11,617.00, BUILDING IMPROVEMENT; MID-LAND UNIVERSITY, 00264234, 1,455.00, PROFESSIONAL SERVICES; MID-LAND UNIVERSITY, 00264234, 7,455.00, PROFESSIONAL SERVICES; MOBILE REPAIR, 00264235, 6,000.00, DUES AND FEES; MSBA, 00264235, 6,000.00, DUES AND FEES; NAPA AUTO PARTS, 00264236, 18.46, BUILDING IMPROVEMENT; NAPA AUTO PARTS, 00264236, 18.46, BUILDING IMPROVEMENT; NAPA AUTO PARTS, 00264236, 18.46, PARTS; NAPA AUTO PARTS, 00264236, 18.46, PARTS; NASB ALICAP, 00264237, 2,817.00, ALICAP INSURANCE; NASB ALICAP, 00264237, 2,817.00, ALICAP INSURANCE; NASB ALICAP, 00264237, 44,567.00, WORKERS COMPENSATION INSURANCE; NASB ALICAP, 00264237, 44,567.00, WORKERS COMPENSATION INSURANCE; NCHSE, 00264238, 750.00, EMPLOYEE TRAINING & DEVELOPMENT; NCHSE, 00264238, 750.00, EMPLOYEE TRAINING & DEVELOPMENT; NEBRASKA IOWA SUPPLY CO, 00264239, 16,077.35, GAS DIESEL OIL; NEBRASKA IOWA SUPPLY CO, 00264239, 16,077.35, GAS DIESEL OIL; NEBRASKA COUNCIL OF SCHOOL ADMINISTRATOR, 00264240, 5,387.50, DUES AND FEES; NEBRASKA COUNCIL OF SCHOOL ADMINISTRATOR, 00264240, 5,387.50, DUES AND FEES; NEBRASKA CENTRAL EQUIPMENT, 00264241, 8,474.31, SUPPLIES; NEBRASKA CENTRAL EQUIPMENT, 00264241, 8,474.31, SUPPLIES; NEBRASKA DEPARTMENT OF EDUCATION, 00264242, 3,472.13, TUITION-OTHER AGENCIES; NEBRASKA DEPARTMENT OF EDUCATION, 00264242, 3,472.13, TUITION-OTHER AGENCIES; NEBRASKA ORTHOPAEDIC HOSPITAL, 00264243, 2,860.00, PROFESSIONAL SERVICES; NEBRASKA ORTHOPAEDIC HOSPITAL, 00264243, 2,860.00, PROFESSIONAL SERVICES; OFFICE DEPOT, INC, 00264244, 682.41, SUPPLIES; OFFICE DEPOT, INC, 00264244, 682.41, SUPPLIES; OMAHA PUBLIC POWER DISTRICT, 00264245, 211,384.21, ELECTRICITY; OMAHA PUBLIC POWER DISTRICT, 00264245, 211,384.21, ELECTRICITY; OMAHA PUBLIC SCHOOLS, 00264246, 14,699.55, TUITION-OTHER AGENCIES; OMAHA PUBLIC SCHOOLS, 00264246, 14,699.55, TUITION-OTHER AGENCIES; ONE SOURCE, 00264247, 1,941.65, SUPPLIES; ONE SOURCE, 00264247, 1,941.65, SUPPLIES; PAMELA VOLK, 00264248, 13.44, FOOD SERVICE REFUNDS; PAMELA VOLK, 00264248, 13.44, FOOD SERVICE REFUNDS; PAPILLION TRUCK & TRAILER REPAIRS, 00264249, 2,235.00, REPAIRS; PAUL LIGHT & SONS, INC, 00264250, 3,233.31, REPAIRS; PITNEY BOWES, 00264251, 2,166.00, POSTAGE; PIVOT, 00264252, 10,382.50, BUILDING IMPROVEMENT; RAY MARTIN COMPANY, 00264253, 6,199.24, SUPPLIES; RESOURCE ONE, 00264254, 360.00, FOOD; RICOH, 00264255, 4,500.00, SUPPLIES; SCHOOL SPECIALTY, 00264256, 5,930.00, SUPPLIES; SCHOOLHOUSE TALK, 00264257, 1,330.00, SUPPLIES; SHARON BAXTER, 00264258, 5,630.00, PROFESSIONAL SERVICES; SHI INTERNATIONAL CORP, 00264259, 5,630.00, SOFTWARE; SHREDDER, 00264260, 60.00, TRASH REMOVAL; SIDE STREET SALES, 00264261, 12,911.83, BUILDING IMPROVEMENT; SOFTWARE UNLIMITED, 00264262, 10,382.50, BUILDING IMPROVEMENT; SNOW WINDOW & SIDE LAWN <box>270 84 392 970</box>
